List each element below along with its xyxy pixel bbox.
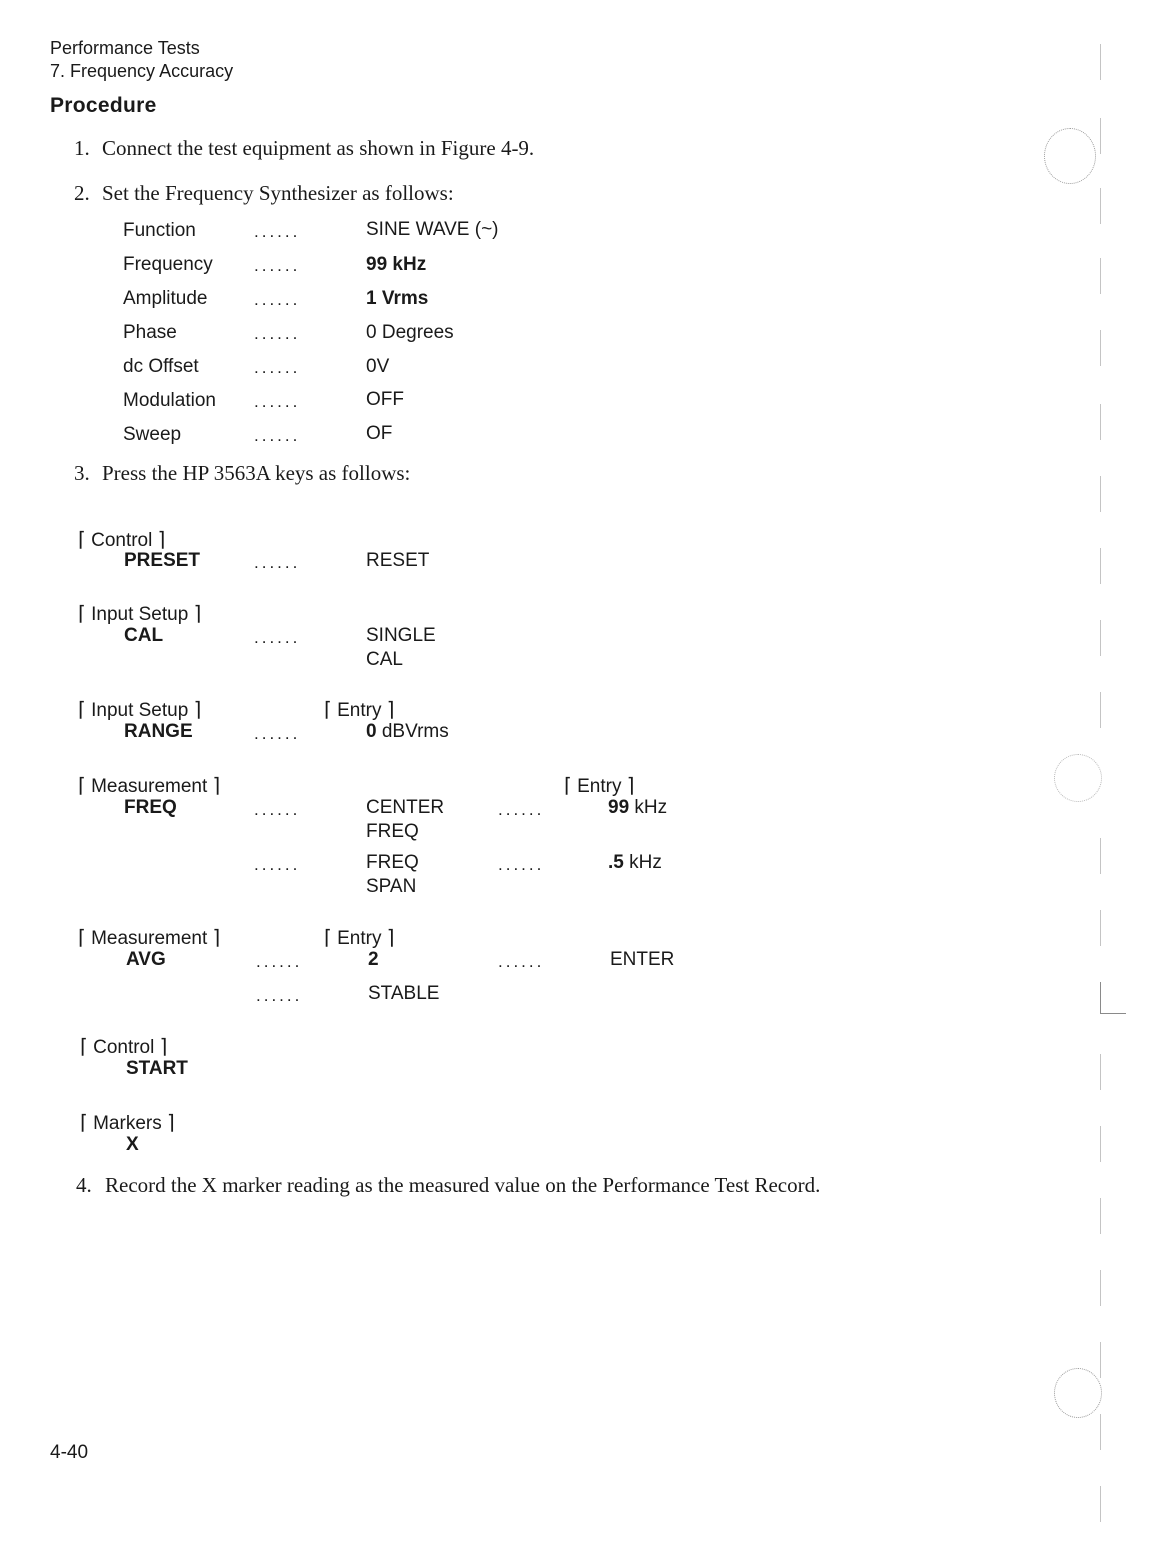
- leader-dots: ......: [254, 392, 301, 411]
- avg-number: 2: [368, 949, 379, 970]
- edge-tick-decoration: [1100, 692, 1101, 728]
- leader-dots: ......: [498, 800, 545, 819]
- range-value: 0 dBVrms: [366, 721, 449, 742]
- softkey-single: SINGLE: [366, 625, 436, 646]
- binder-hole-decoration: [1054, 1368, 1102, 1418]
- key-x: X: [126, 1134, 139, 1155]
- edge-tick-decoration: [1100, 118, 1101, 154]
- leader-dots: ......: [254, 855, 301, 874]
- key-group-entry: ⌈ Entry ⌉: [324, 925, 395, 949]
- edge-tick-decoration: [1100, 982, 1101, 1014]
- edge-tick-decoration: [1100, 1414, 1101, 1450]
- setting-value: 0V: [366, 356, 390, 377]
- step-4-number: 4.: [76, 1173, 92, 1197]
- leader-dots: ......: [498, 855, 545, 874]
- key-group-input-setup: ⌈ Input Setup ⌉: [78, 697, 202, 721]
- edge-tick-decoration: [1100, 1013, 1126, 1014]
- leader-dots: ......: [256, 952, 303, 971]
- edge-tick-decoration: [1100, 258, 1101, 294]
- edge-tick-decoration: [1100, 1198, 1101, 1234]
- softkey-freq: FREQ: [366, 852, 419, 873]
- setting-label: Frequency: [123, 254, 213, 275]
- edge-tick-decoration: [1100, 330, 1101, 366]
- softkey-cal: CAL: [366, 649, 403, 670]
- setting-label: Function: [123, 220, 196, 241]
- leader-dots: ......: [254, 553, 301, 572]
- edge-tick-decoration: [1100, 476, 1101, 512]
- edge-tick-decoration: [1100, 404, 1101, 440]
- edge-tick-decoration: [1100, 1054, 1101, 1090]
- key-group-control: ⌈ Control ⌉: [78, 527, 166, 551]
- page-number: 4-40: [50, 1442, 89, 1463]
- setting-label: dc Offset: [123, 356, 199, 377]
- span-value: .5 kHz: [608, 852, 662, 873]
- edge-tick-decoration: [1100, 1126, 1101, 1162]
- edge-tick-decoration: [1100, 1342, 1101, 1378]
- key-group-measurement: ⌈ Measurement ⌉: [78, 925, 221, 949]
- key-group-markers: ⌈ Markers ⌉: [80, 1110, 175, 1134]
- subsection-header: 7. Frequency Accuracy: [50, 61, 234, 81]
- edge-tick-decoration: [1100, 620, 1101, 656]
- setting-value: SINE WAVE (~): [366, 219, 499, 240]
- leader-dots: ......: [254, 628, 301, 647]
- step-3-text: Press the HP 3563A keys as follows:: [102, 461, 411, 485]
- step-3-number: 3.: [74, 461, 90, 485]
- setting-label: Modulation: [123, 390, 216, 411]
- edge-tick-decoration: [1100, 1270, 1101, 1306]
- key-preset: PRESET: [124, 550, 201, 571]
- key-start: START: [126, 1058, 188, 1079]
- key-cal: CAL: [124, 625, 164, 646]
- binder-hole-decoration: [1054, 754, 1102, 802]
- binder-hole-decoration: [1044, 128, 1096, 184]
- setting-value: 99 kHz: [366, 254, 427, 275]
- setting-value: 0 Degrees: [366, 322, 454, 343]
- leader-dots: ......: [254, 426, 301, 445]
- leader-dots: ......: [254, 358, 301, 377]
- leader-dots: ......: [254, 290, 301, 309]
- enter-key: ENTER: [610, 949, 675, 970]
- center-freq-value: 99 kHz: [608, 797, 668, 818]
- key-avg: AVG: [126, 949, 166, 970]
- leader-dots: ......: [498, 952, 545, 971]
- softkey-stable: STABLE: [368, 983, 440, 1004]
- section-header: Performance Tests: [50, 38, 200, 58]
- key-range: RANGE: [124, 721, 193, 742]
- key-freq: FREQ: [124, 797, 177, 818]
- setting-value: 1 Vrms: [366, 288, 429, 309]
- step-2-number: 2.: [74, 181, 90, 205]
- key-group-entry: ⌈ Entry ⌉: [324, 697, 395, 721]
- softkey-span: SPAN: [366, 876, 417, 897]
- key-group-input-setup: ⌈ Input Setup ⌉: [78, 601, 202, 625]
- leader-dots: ......: [256, 986, 303, 1005]
- setting-value: OF: [366, 423, 393, 444]
- setting-label: Amplitude: [123, 288, 208, 309]
- procedure-title: Procedure: [50, 94, 157, 117]
- leader-dots: ......: [254, 800, 301, 819]
- setting-label: Phase: [123, 322, 177, 343]
- softkey-freq: FREQ: [366, 821, 419, 842]
- softkey-reset: RESET: [366, 550, 430, 571]
- edge-tick-decoration: [1100, 44, 1101, 80]
- step-2-text: Set the Frequency Synthesizer as follows:: [102, 181, 454, 205]
- setting-value: OFF: [366, 389, 404, 410]
- key-group-entry: ⌈ Entry ⌉: [564, 773, 635, 797]
- edge-tick-decoration: [1100, 1486, 1101, 1522]
- key-group-measurement: ⌈ Measurement ⌉: [78, 773, 221, 797]
- key-group-control: ⌈ Control ⌉: [80, 1034, 168, 1058]
- leader-dots: ......: [254, 256, 301, 275]
- edge-tick-decoration: [1100, 188, 1101, 224]
- step-1-text: Connect the test equipment as shown in Figure 4-9.: [102, 136, 535, 160]
- step-1-number: 1.: [74, 136, 90, 160]
- softkey-center: CENTER: [366, 797, 445, 818]
- step-4-text: Record the X marker reading as the measured value on the Performance Test Record.: [105, 1173, 821, 1197]
- leader-dots: ......: [254, 222, 301, 241]
- setting-label: Sweep: [123, 424, 182, 445]
- edge-tick-decoration: [1100, 838, 1101, 874]
- edge-tick-decoration: [1100, 910, 1101, 946]
- leader-dots: ......: [254, 724, 301, 743]
- leader-dots: ......: [254, 324, 301, 343]
- edge-tick-decoration: [1100, 548, 1101, 584]
